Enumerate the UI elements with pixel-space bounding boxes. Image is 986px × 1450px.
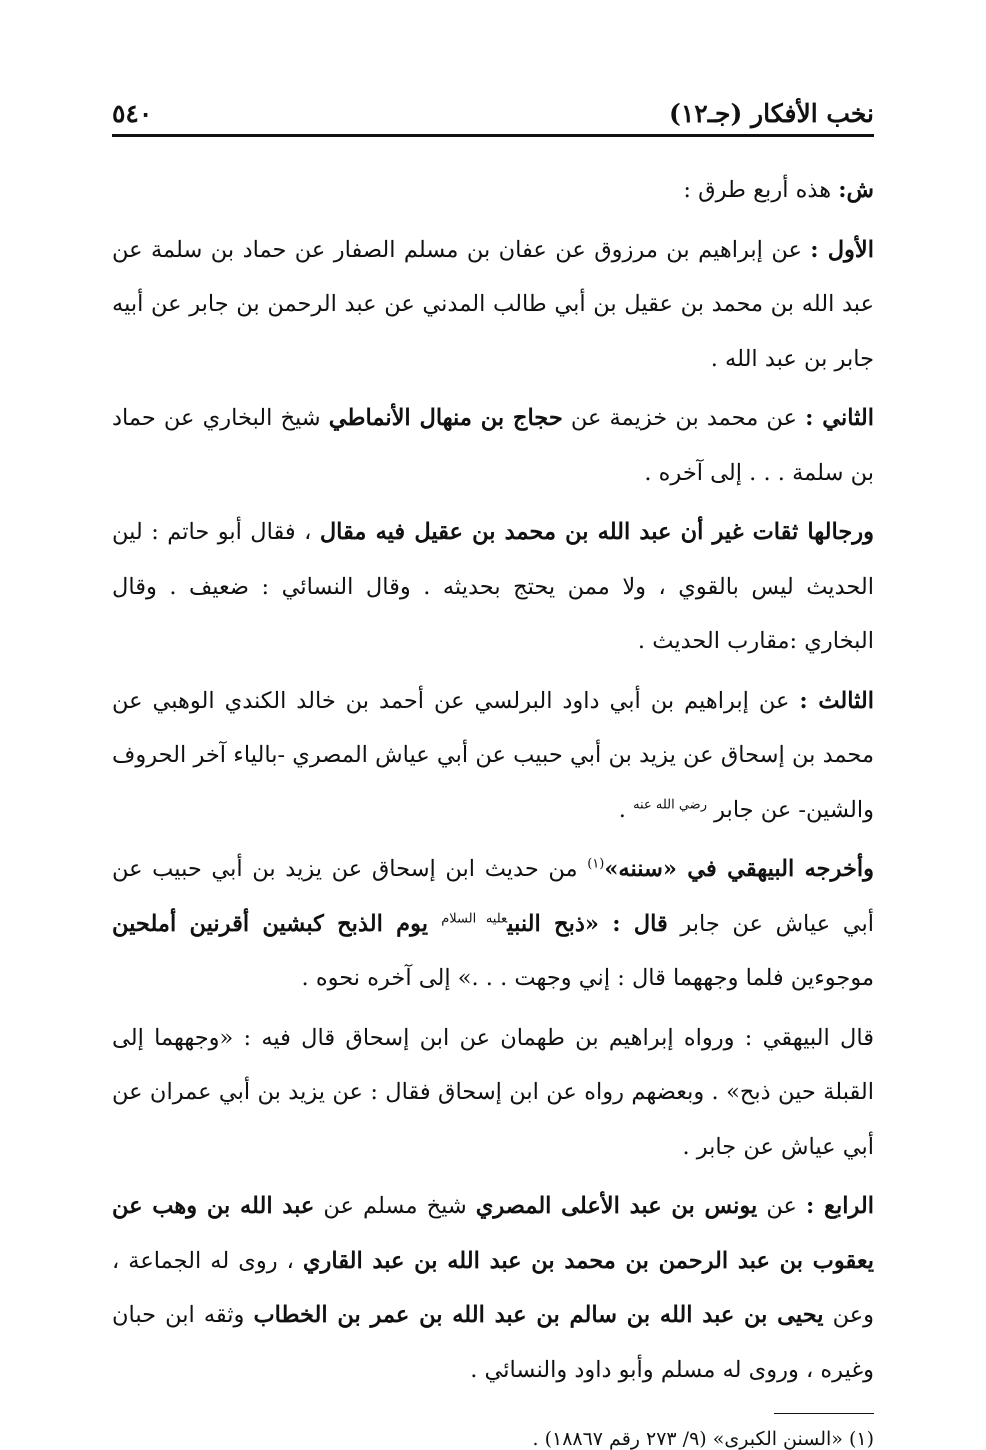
paragraph-third-route	[112, 674, 874, 838]
narrator-name: يحيى بن عبد الله بن سالم بن عبد الله بن عمر بن الخطاب	[253, 1302, 824, 1328]
paragraph-text: عن إبراهيم بن أبي داود البرلسي عن أحمد بن خالد الكندي الوهبي عن محمد بن إسحاق عن يزيد بن أبي حبيب عن أبي عياش المصري -بالياء آخر الحروف والشين- عن جابر	[112, 687, 874, 823]
page-body	[112, 163, 874, 1397]
paragraph-text: شيخ البخاري عن حماد بن سلمة . . . إلى آخره .	[112, 405, 874, 486]
narrator-name: عبد الله بن وهب عن يعقوب بن عبد الرحمن بن محمد بن عبد الله بن عبد القاري	[112, 1193, 874, 1274]
paragraph-text: عن إبراهيم بن مرزوق عن عفان بن مسلم الصفار عن حماد بن سلمة عن عبد الله بن محمد بن عقيل بن أبي طالب المدني عن عبد الرحمن بن جابر عن أبيه جابر بن عبد الله .	[112, 236, 874, 372]
hadith-text: يوم الذبح كبشين أقرنين أملحين	[112, 910, 442, 937]
paragraph-text: ، روى له الجماعة ، وعن	[112, 1247, 874, 1328]
paragraph-text: ، فقال أبو حاتم : لين الحديث ليس بالقوي ، ولا ممن يحتج بحديثه . وقال النسائي : ضعيف . وقال البخاري :مقارب الحديث .	[112, 519, 874, 654]
paragraph-text: شيخ مسلم عن	[314, 1193, 476, 1219]
paragraph-label: ش:	[838, 177, 874, 203]
paragraph-text: هذه أربع طرق :	[683, 177, 839, 203]
paragraph-text: من حديث ابن إسحاق عن يزيد بن أبي حبيب عن أبي عياش عن جابر	[112, 856, 874, 937]
bold-statement: ورجالها ثقات غير أن عبد الله بن محمد بن عقيل فيه مقال	[319, 519, 874, 545]
footnote-marker[interactable]: (١)	[587, 856, 605, 872]
narrator-name: حجاج بن منهال الأنماطي	[328, 405, 563, 431]
paragraph-second-route	[112, 391, 874, 500]
paragraph-label: الأول :	[810, 236, 874, 263]
paragraph-first-route	[112, 223, 874, 387]
honorific-glyph: عليه السلام	[441, 911, 508, 926]
paragraph-label: الثاني :	[805, 405, 874, 431]
paragraph-text: عن محمد بن خزيمة عن	[562, 405, 806, 431]
paragraph-bayhaqi-comment	[112, 1011, 874, 1175]
bold-statement: وأخرجه البيهقي في «سننه»	[604, 856, 875, 882]
honorific-glyph: رضي الله عنه	[633, 797, 707, 812]
footnote-divider	[774, 1413, 874, 1414]
page-header	[112, 88, 874, 137]
paragraph-text: .	[618, 796, 634, 823]
paragraph-text: قال البيهقي : ورواه إبراهيم بن طهمان عن ابن إسحاق قال فيه : «وجههما إلى القبلة حين ذبح» . وبعضهم رواه عن ابن إسحاق فقال : عن يزيد بن أبي عمران عن أبي عياش عن جابر .	[112, 1024, 874, 1160]
paragraph-intro	[112, 163, 874, 218]
hadith-text: قال : «ذبح النبي	[507, 910, 668, 937]
paragraph-text: وثقه ابن حبان وغيره ، وروى له مسلم وأبو داود والنسائي .	[112, 1302, 874, 1383]
paragraph-label: الثالث :	[799, 687, 875, 714]
footnote: (١) «السنن الكبرى» (٩/ ٢٧٣ رقم ١٨٨٦٧) .	[532, 1428, 874, 1450]
paragraph-label: الرابع :	[805, 1193, 875, 1219]
paragraph-text: موجوءين فلما وجههما قال : إني وجهت . . .» إلى آخره نحوه .	[301, 965, 874, 991]
book-title: نخب الأفكار (جـ١٢)	[668, 99, 874, 128]
paragraph-fourth-route	[112, 1179, 874, 1397]
narrator-name: يونس بن عبد الأعلى المصري	[475, 1193, 758, 1219]
paragraph-text: عن	[757, 1193, 806, 1219]
paragraph-bayhaqi-takhrij	[112, 842, 874, 1006]
paragraph-narrators-grading	[112, 505, 874, 669]
page-number: ٥٤٠	[112, 99, 153, 128]
